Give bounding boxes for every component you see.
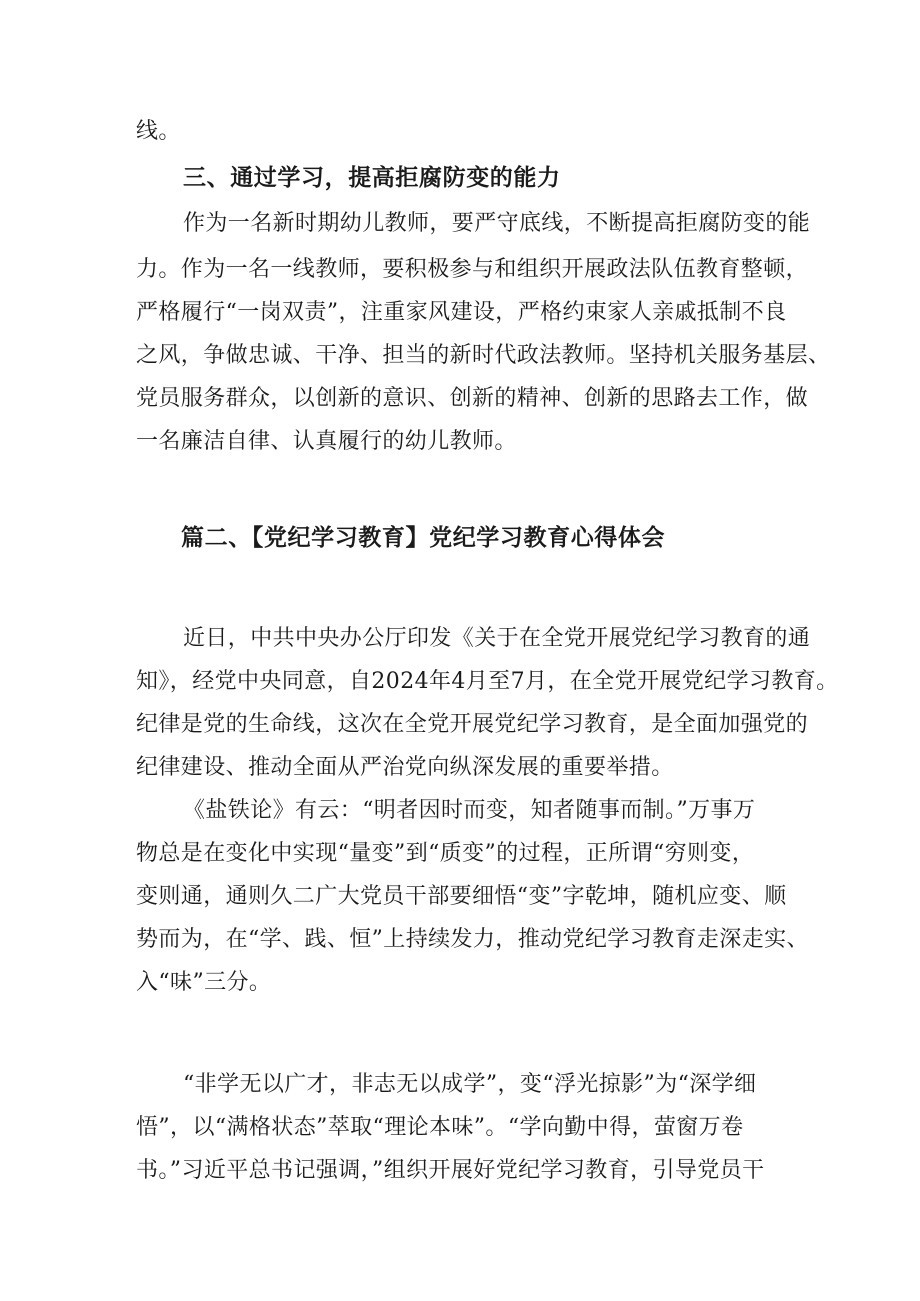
paragraph-line: 物总是在变化中实现“量变”到“质变”的过程，正所谓“穷则变， xyxy=(136,841,755,866)
paragraph-line: “非学无以广才，非志无以成学”，变“浮光掠影”为“深学细 xyxy=(183,1072,757,1097)
paragraph-line: 力。作为一名一线教师，要积极参与和组织开展政法队伍教育整顿， xyxy=(136,257,809,282)
paragraph-line: 党员服务群众，以创新的意识、创新的精神、创新的思路去工作，做 xyxy=(136,386,809,411)
paragraph-line: 悟”，以“满格状态”萃取“理论本味”。“学向勤中得，萤窗万卷 xyxy=(136,1115,744,1140)
paragraph-line: 势而为，在“学、践、恒”上持续发力，推动党纪学习教育走深走实、 xyxy=(136,927,809,952)
section-heading: 三、通过学习，提高拒腐防变的能力 xyxy=(183,165,561,191)
paragraph-line: 《盐铁论》有云：“明者因时而变，知者随事而制。”万事万 xyxy=(183,798,756,823)
paragraph-line: 作为一名新时期幼儿教师，要严守底线，不断提高拒腐防变的能 xyxy=(183,211,811,236)
paragraph-line: 纪律是党的生命线，这次在全党开展党纪学习教育，是全面加强党的 xyxy=(136,712,809,737)
paragraph-trailing-line: 线。 xyxy=(136,119,181,144)
paragraph-line: 变则通，通则久二广大党员干部要细悟“变”字乾坤，随机应变、顺 xyxy=(136,884,787,909)
paragraph-line: 一名廉洁自律、认真履行的幼儿教师。 xyxy=(136,429,517,454)
paragraph-line: 纪律建设、推动全面从严治党向纵深发展的重要举措。 xyxy=(136,755,674,780)
paragraph-line: 近日，中共中央办公厅印发《关于在全党开展党纪学习教育的通 xyxy=(183,626,811,651)
paragraph-line: 书。”习近平总书记强调，”组织开展好党纪学习教育，引导党员干 xyxy=(136,1158,765,1183)
paragraph-line: 入“味”三分。 xyxy=(136,970,272,995)
paragraph-line: 严格履行“一岗双责”，注重家风建设，严格约束家人亲戚抵制不良 xyxy=(136,300,787,325)
paragraph-line: 之风，争做忠诚、干净、担当的新时代政法教师。坚持机关服务基层、 xyxy=(136,343,831,368)
paragraph-line: 知》，经党中央同意，自2024年4月至7月，在全党开展党纪学习教育。 xyxy=(136,669,839,694)
article-title: 篇二、【党纪学习教育】党纪学习教育心得体会 xyxy=(181,525,666,551)
